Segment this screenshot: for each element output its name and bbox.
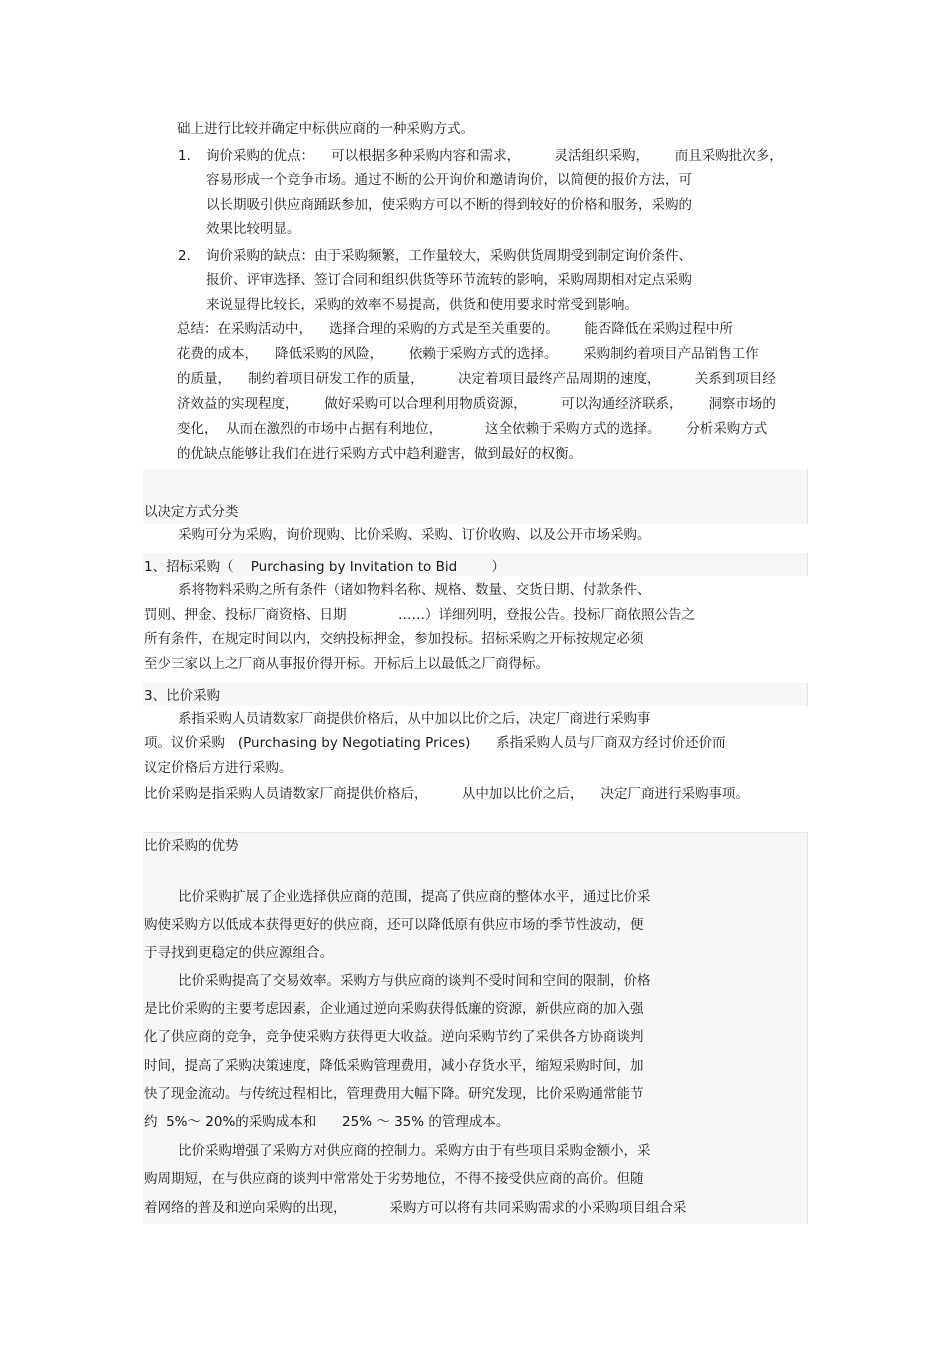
advantages-line: 询价采购的优点： 可以根据多种采购内容和需求， 灵活组织采购， 而且采购批次多， (206, 148, 783, 164)
advantage-p2-line: 时间，提高了采购决策速度，降低采购管理费用，减小存货水平，缩短采购时间，加 (144, 1058, 644, 1074)
advantage-p1-line: 于寻找到更稳定的供应源组合。 (144, 945, 333, 961)
advantages-line: 以长期吸引供应商踊跃参加，使采购方可以不断的得到较好的价格和服务，采购的 (206, 197, 692, 213)
disadvantages-line: 来说显得比较长，采购的效率不易提高，供货和使用要求时常受到影响。 (206, 297, 638, 313)
advantage-p1-line: 比价采购扩展了企业选择供应商的范围，提高了供应商的整体水平，通过比价采 (178, 889, 651, 905)
disadvantages-line: 报价、评审选择、签订合同和组织供货等环节流转的影响，采购周期相对定点采购 (206, 272, 692, 288)
decision-section-box (143, 469, 808, 524)
bid-line: 至少三家以上之厂商从事报价得开标。开标后上以最低之厂商得标。 (144, 656, 549, 672)
compare-line: 议定价格后方进行采购。 (144, 760, 293, 776)
summary-line: 济效益的实现程度， 做好采购可以合理利用物质资源， 可以沟通经济联系， 洞察市场的 (177, 396, 776, 412)
decision-heading: 以决定方式分类 (144, 504, 239, 520)
advantage-p2-line: 化了供应商的竞争，竞争使采购方获得更大收益。逆向采购节约了采供各方协商谈判 (144, 1029, 644, 1045)
bid-line: 罚则、押金、投标厂商资格、日期 ……）详细列明，登报公告。投标厂商依照公告之 (144, 607, 695, 623)
advantage-p2-line: 约 5%～ 20%的采购成本和 25% ～ 35% 的管理成本。 (144, 1114, 510, 1130)
disadvantages-number: 2. (178, 248, 191, 264)
advantage-p3-line: 着网络的普及和逆向采购的出现， 采购方可以将有共同采购需求的小采购项目组合采 (144, 1200, 687, 1216)
advantage-p2-line: 比价采购提高了交易效率。采购方与供应商的谈判不受时间和空间的限制，价格 (178, 973, 651, 989)
bid-heading: 1、招标采购（ Purchasing by Invitation to Bid ） (144, 559, 506, 575)
bid-line: 所有条件，在规定时间以内，交纳投标押金，参加投标。招标采购之开标按规定必须 (144, 631, 644, 647)
advantages-line: 容易形成一个竞争市场。通过不断的公开询价和邀请询价，以简便的报价方法，可 (206, 172, 692, 188)
compare-line: 系指采购人员请数家厂商提供价格后，从中加以比价之后，决定厂商进行采购事 (178, 711, 651, 727)
decision-line: 采购可分为采购，询价现购、比价采购、采购、订价收购、以及公开市场采购。 (178, 527, 651, 543)
disadvantages-line: 询价采购的缺点：由于采购频繁，工作量较大，采购供货周期受到制定询价条件、 (206, 248, 692, 264)
advantage-p2-line: 快了现金流动。与传统过程相比，管理费用大幅下降。研究发现，比价采购通常能节 (144, 1086, 644, 1102)
advantage-heading: 比价采购的优势 (144, 838, 239, 854)
summary-line: 的质量， 制约着项目研发工作的质量， 决定着项目最终产品周期的速度， 关系到项目经 (177, 371, 776, 387)
advantage-section-top-rule (143, 832, 807, 833)
compare-heading-box (143, 683, 808, 706)
advantages-line: 效果比较明显。 (206, 221, 301, 237)
summary-line: 花费的成本， 降低采购的风险， 依赖于采购方式的选择。 采购制约着项目产品销售工作 (177, 346, 759, 362)
compare-line: 项。议价采购 (Purchasing by Negotiating Prices) 系指采购人员与厂商双方经讨价还价而 (144, 735, 726, 751)
advantage-p3-line: 购周期短，在与供应商的谈判中常常处于劣势地位，不得不接受供应商的高价。但随 (144, 1171, 644, 1187)
advantages-number: 1. (178, 148, 191, 164)
bid-line: 系将物料采购之所有条件（诸如物料名称、规格、数量、交货日期、付款条件、 (178, 582, 651, 598)
advantage-p3-line: 比价采购增强了采购方对供应商的控制力。采购方由于有些项目采购金额小，采 (178, 1143, 651, 1159)
summary-line: 的优缺点能够让我们在进行采购方式中趋利避害，做到最好的权衡。 (177, 446, 582, 462)
intro-line: 础上进行比较并确定中标供应商的一种采购方式。 (177, 121, 474, 137)
summary-line: 总结：在采购活动中， 选择合理的采购的方式是至关重要的。 能否降低在采购过程中所 (177, 321, 733, 337)
advantage-p2-line: 是比价采购的主要考虑因素，企业通过逆向采购获得低廉的资源，新供应商的加入强 (144, 1001, 644, 1017)
compare-heading: 3、比价采购 (144, 688, 221, 704)
summary-line: 变化， 从而在激烈的市场中占据有利地位， 这全依赖于采购方式的选择。 分析采购方式 (177, 421, 768, 437)
compare-line: 比价采购是指采购人员请数家厂商提供价格后， 从中加以比价之后， 决定厂商进行采购事项。 (144, 786, 749, 802)
advantage-p1-line: 购使采购方以低成本获得更好的供应商，还可以降低原有供应市场的季节性波动，便 (144, 917, 644, 933)
